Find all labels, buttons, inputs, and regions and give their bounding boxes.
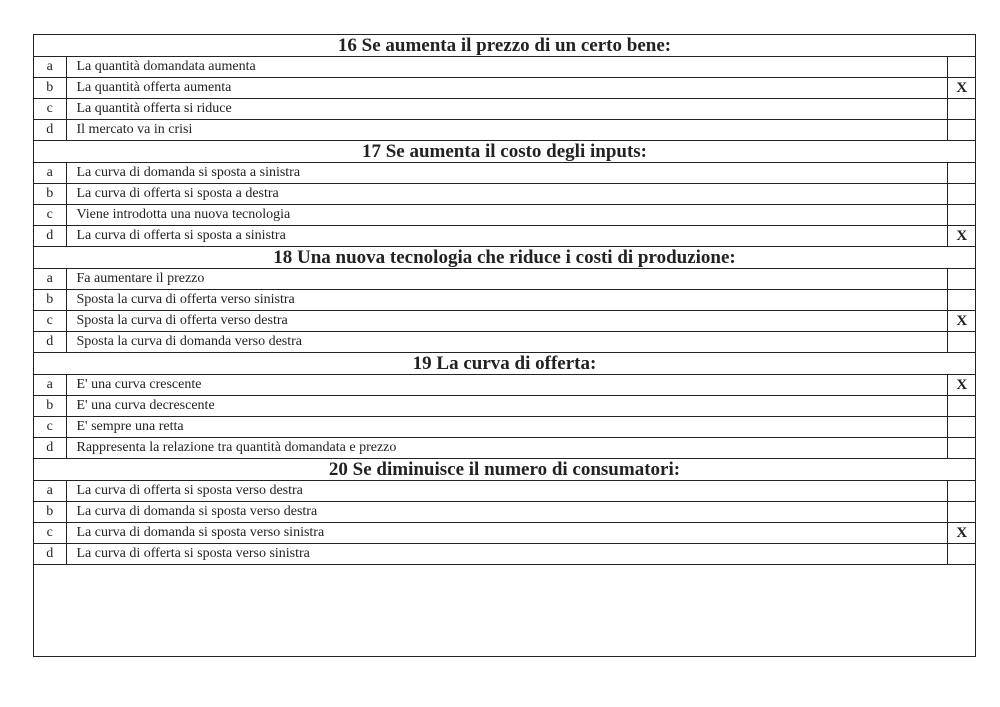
option-text: Sposta la curva di domanda verso destra [66,332,948,353]
option-text: Sposta la curva di offerta verso sinistra [66,290,948,311]
option-letter: b [34,290,66,311]
option-letter: a [34,57,66,78]
option-row [34,502,975,523]
option-row [34,78,975,99]
option-row [34,544,975,565]
question-row [34,141,975,163]
answer-mark [948,544,975,565]
option-row [34,375,975,396]
option-text: La curva di offerta si sposta verso destra [66,481,948,502]
option-row [34,120,975,141]
option-text: Rappresenta la relazione tra quantità domandata e prezzo [66,438,948,459]
answer-mark: X [948,78,975,99]
option-row [34,57,975,78]
option-text: La curva di domanda si sposta verso sinistra [66,523,948,544]
question-title: 16 Se aumenta il prezzo di un certo bene: [34,35,975,57]
option-row [34,226,975,247]
option-text: La quantità offerta si riduce [66,99,948,120]
option-text: Fa aumentare il prezzo [66,269,948,290]
option-text: Viene introdotta una nuova tecnologia [66,205,948,226]
option-row [34,417,975,438]
answer-mark [948,417,975,438]
question-title: 20 Se diminuisce il numero di consumatori: [34,459,975,481]
question-row [34,35,975,57]
option-text: Il mercato va in crisi [66,120,948,141]
option-text: La curva di domanda si sposta verso destra [66,502,948,523]
option-letter: a [34,163,66,184]
answer-mark [948,120,975,141]
option-text: La quantità domandata aumenta [66,57,948,78]
option-row [34,205,975,226]
option-letter: a [34,375,66,396]
option-row [34,311,975,332]
answer-mark [948,502,975,523]
option-row [34,523,975,544]
option-row [34,332,975,353]
option-text: E' sempre una retta [66,417,948,438]
option-row [34,290,975,311]
answer-mark: X [948,226,975,247]
option-letter: b [34,396,66,417]
option-text: Sposta la curva di offerta verso destra [66,311,948,332]
answer-mark [948,269,975,290]
option-text: La curva di offerta si sposta a destra [66,184,948,205]
option-letter: c [34,523,66,544]
answer-mark [948,438,975,459]
option-letter: d [34,544,66,565]
option-text: E' una curva decrescente [66,396,948,417]
option-row [34,396,975,417]
question-row [34,459,975,481]
answer-mark [948,332,975,353]
answer-mark [948,99,975,120]
option-text: E' una curva crescente [66,375,948,396]
question-row [34,247,975,269]
option-row [34,99,975,120]
option-row [34,438,975,459]
answer-mark [948,290,975,311]
option-letter: b [34,184,66,205]
answer-mark: X [948,375,975,396]
question-title: 17 Se aumenta il costo degli inputs: [34,141,975,163]
option-letter: b [34,78,66,99]
option-text: La curva di domanda si sposta a sinistra [66,163,948,184]
option-letter: d [34,438,66,459]
answer-mark: X [948,523,975,544]
question-title: 19 La curva di offerta: [34,353,975,375]
option-text: La quantità offerta aumenta [66,78,948,99]
option-letter: d [34,332,66,353]
option-row [34,481,975,502]
option-letter: d [34,120,66,141]
option-letter: c [34,205,66,226]
option-letter: a [34,481,66,502]
answer-mark [948,205,975,226]
answer-mark: X [948,311,975,332]
answer-mark [948,184,975,205]
option-letter: c [34,99,66,120]
option-letter: c [34,417,66,438]
answer-mark [948,163,975,184]
answer-mark [948,57,975,78]
option-text: La curva di offerta si sposta a sinistra [66,226,948,247]
option-row [34,269,975,290]
answer-mark [948,396,975,417]
option-letter: c [34,311,66,332]
quiz-table [34,35,975,565]
question-row [34,353,975,375]
option-row [34,163,975,184]
quiz-table-frame [33,34,976,657]
option-letter: b [34,502,66,523]
option-letter: d [34,226,66,247]
answer-mark [948,481,975,502]
question-title: 18 Una nuova tecnologia che riduce i costi di produzione: [34,247,975,269]
option-letter: a [34,269,66,290]
option-text: La curva di offerta si sposta verso sinistra [66,544,948,565]
option-row [34,184,975,205]
